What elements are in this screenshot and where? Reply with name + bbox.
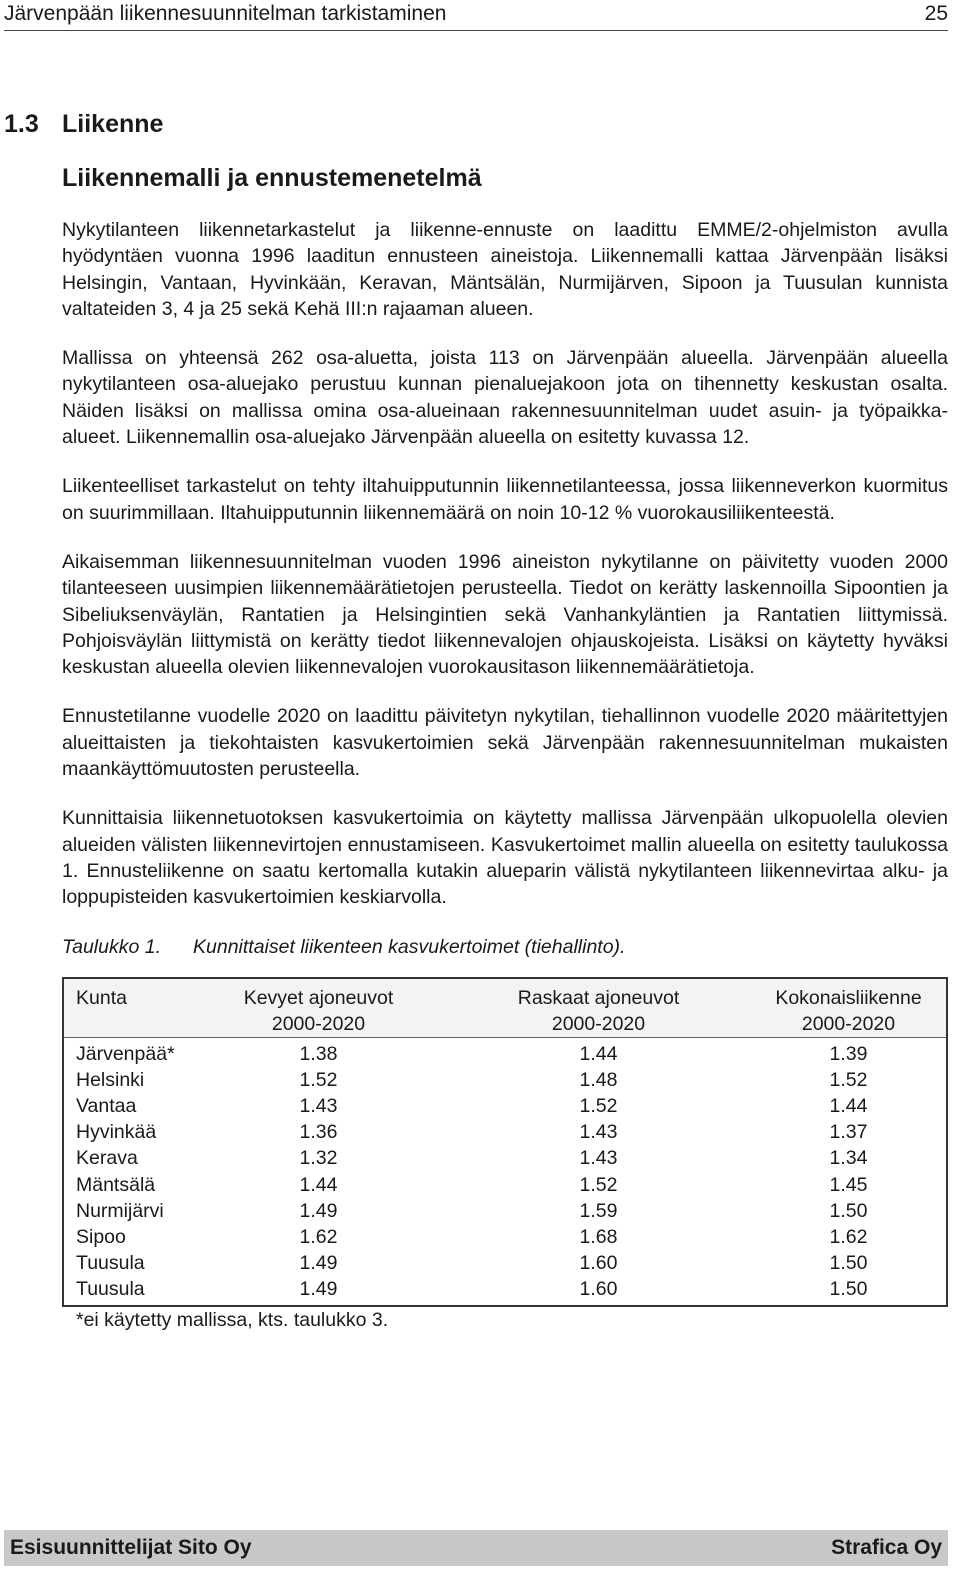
table-row: Järvenpää* 1.38 1.44 1.39 — [76, 1042, 868, 1065]
paragraph: Nykytilanteen liikennetarkastelut ja liikenne-ennuste on laadittu EMME/2-ohjelmiston avulla hyödyntäen vuonna 1996 laaditun ennusteen aineistoja. Liikennemalli kattaa Järvenpään lisäksi Helsingin, Vantaan, Hyvinkään, Keravan, Mäntsälän, Nurmijärven, Sipoon ja Tuusulan kunnista valtateiden 3, 4 ja 25 sekä Kehä III:n rajaaman alueen. — [62, 219, 948, 320]
column-header-raskaat: Raskaat ajoneuvot 2000-2020 — [517, 986, 680, 1035]
footer-company-right: Strafica Oy — [831, 1536, 942, 1559]
table-row: Nurmijärvi 1.49 1.59 1.50 — [76, 1199, 868, 1222]
page-number: 25 — [924, 2, 948, 25]
subsection-heading: Liikennemalli ja ennustemenetelmä — [62, 164, 482, 192]
table-header-row — [63, 978, 947, 1038]
table-row: Vantaa 1.43 1.52 1.44 — [76, 1094, 868, 1117]
table-row: Tuusula 1.49 1.60 1.50 — [76, 1278, 868, 1301]
column-header-kevyet: Kevyet ajoneuvot 2000-2020 — [243, 986, 394, 1035]
document-title: Järvenpään liikennesuunnitelman tarkistaminen — [4, 2, 447, 25]
section-title: Liikenne — [62, 110, 164, 138]
paragraph: Mallissa on yhteensä 262 osa-aluetta, joista 113 on Järvenpään alueella. Järvenpään alueella nykytilanteen osa-aluejako perustuu kunnan pienaluejakoon jota on tihennetty keskustan osalta. Näiden lisäksi on mallissa omina osa-alueinaan rakennesuunnitelman uudet asuin- ja työpaikka-alueet. Liikennemallin osa-aluejako Järvenpään alueella on esitetty kuvassa 12. — [62, 347, 948, 449]
paragraph: Kunnittaisia liikennetuotoksen kasvukertoimia on käytetty mallissa Järvenpään ulkopuolella olevien alueiden välisten liikennevirtojen ennustamiseen. Kasvukertoimet mallin alueella on esitetty taulukossa 1. Ennusteliikenne on saatu kertomalla kutakin alueparin välistä nykytilanteen liikennevirtaa alku- ja loppupisteiden kasvukertoimien keskiarvolla. — [62, 807, 948, 909]
paragraph: Liikenteelliset tarkastelut on tehty iltahuipputunnin liikennetilanteessa, jossa liikenneverkon kuormitus on suurimmillaan. Iltahuipputunnin liikennemäärä on noin 10-12 % vuorokausiliikenteestä. — [62, 475, 948, 524]
table-row: Mäntsälä 1.44 1.52 1.45 — [76, 1173, 868, 1196]
section-heading — [4, 110, 163, 139]
table-row: Kerava 1.32 1.43 1.34 — [76, 1147, 868, 1170]
table-footnote: *ei käytetty mallissa, kts. taulukko 3. — [76, 1308, 389, 1331]
body-content — [62, 217, 948, 1333]
column-header-kokonais: Kokonaisliikenne 2000-2020 — [775, 986, 922, 1035]
table-row: Sipoo 1.62 1.68 1.62 — [76, 1225, 868, 1248]
paragraph: Aikaisemman liikennesuunnitelman vuoden 1996 aineiston nykytilanne on päivitetty vuoden 2000 tilanteeseen uusimpien liikennemäärätietojen perusteella. Tiedot on kerätty laskennoilla Sipoontien ja Sibeliuksenväylän, Rantatien ja Helsingintien sekä Vanhankyläntien ja Rantatien liittymissä. Pohjoisväylän liittymistä on kerätty tiedot liikennevalojen ohjauskojeista. Lisäksi on käytetty hyväksi keskustan alueella olevien liikennevalojen vuorokausitason liikennemäärätietoja. — [62, 550, 948, 679]
section-number: 1.3 — [4, 110, 39, 138]
table-caption-text: Kunnittaiset liikenteen kasvukertoimet (tiehallinto). — [193, 935, 626, 958]
table-caption-label: Taulukko 1. — [62, 935, 162, 958]
page-header — [4, 0, 948, 31]
paragraph: Ennustetilanne vuodelle 2020 on laadittu päivitetyn nykytilan, tiehallinnon vuodelle 2020 määritettyjen alueittaisten ja tiekohtaisten kasvukertoimien sekä Järvenpään rakennesuunnitelman mukaisten maankäyttömuutosten perusteella. — [62, 705, 948, 781]
table-row: Tuusula 1.49 1.60 1.50 — [76, 1252, 868, 1275]
growth-factor-table — [62, 977, 948, 1307]
footer-company-left: Esisuunnittelijat Sito Oy — [10, 1536, 252, 1559]
column-header-kunta: Kunta — [76, 986, 127, 1009]
table-row: Hyvinkää 1.36 1.43 1.37 — [76, 1121, 868, 1144]
table-caption — [62, 934, 948, 960]
table-row: Helsinki 1.52 1.48 1.52 — [76, 1068, 868, 1091]
page-footer — [4, 1530, 948, 1566]
